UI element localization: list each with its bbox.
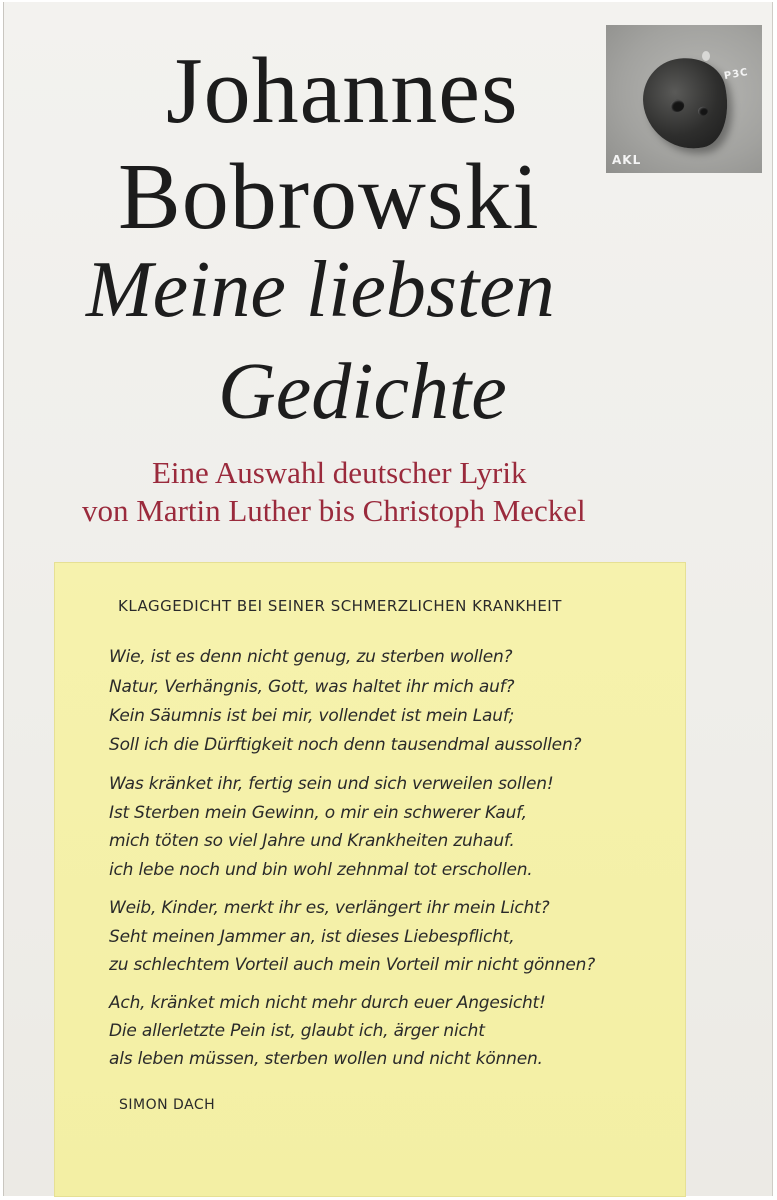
stone-hole	[669, 99, 685, 114]
poem-line: als leben müssen, sterben wollen und nicht können.	[109, 1049, 543, 1069]
poem-line: Was kränket ihr, fertig sein und sich verweilen sollen!	[109, 774, 554, 794]
photo-watermark-bottom: AKL	[612, 153, 642, 167]
author-first-name: Johannes	[166, 39, 519, 143]
poem-author-signature: SIMON DACH	[119, 1097, 216, 1113]
poem-line: Ist Sterben mein Gewinn, o mir ein schwerer Kauf,	[109, 803, 527, 823]
poem-line: Die allerletzte Pein ist, glaubt ich, ärger nicht	[109, 1021, 485, 1041]
poem-line: Seht meinen Jammer an, ist dieses Liebespflicht,	[109, 927, 515, 947]
handwritten-poem-card	[55, 563, 685, 1196]
author-last-name: Bobrowski	[118, 145, 540, 249]
poem-line: zu schlechtem Vorteil auch mein Vorteil mir nicht gönnen?	[109, 955, 596, 975]
subtitle-line1: Eine Auswahl deutscher Lyrik	[152, 455, 527, 490]
book-title-line1: Meine liebsten	[86, 246, 555, 334]
book-title-line2: Gedichte	[218, 348, 507, 436]
photo-watermark-top: P3C	[723, 66, 750, 83]
poem-line: Soll ich die Dürftigkeit noch denn tausendmal aussollen?	[109, 735, 582, 755]
stone-hole	[697, 106, 709, 117]
poem-line: Kein Säumnis ist bei mir, vollendet ist mein Lauf;	[109, 706, 515, 726]
poem-line: Wie, ist es denn nicht genug, zu sterben wollen?	[109, 647, 513, 667]
poem-line: ich lebe noch und bin wohl zehnmal tot erschollen.	[109, 860, 533, 880]
poem-line: mich töten so viel Jahre und Krankheiten zuhauf.	[109, 831, 515, 851]
subtitle-line2: von Martin Luther bis Christoph Meckel	[82, 493, 586, 528]
pebble	[702, 51, 710, 61]
poem-line: Natur, Verhängnis, Gott, was haltet ihr mich auf?	[109, 677, 515, 697]
poem-line: Ach, kränket mich nicht mehr durch euer Angesicht!	[109, 993, 546, 1013]
stone-image	[635, 50, 736, 157]
stone-photo-thumbnail	[606, 25, 762, 173]
poem-line: Weib, Kinder, merkt ihr es, verlängert ihr mein Licht?	[109, 898, 550, 918]
poem-title: KLAGGEDICHT BEI SEINER SCHMERZLICHEN KRANKHEIT	[118, 597, 562, 615]
